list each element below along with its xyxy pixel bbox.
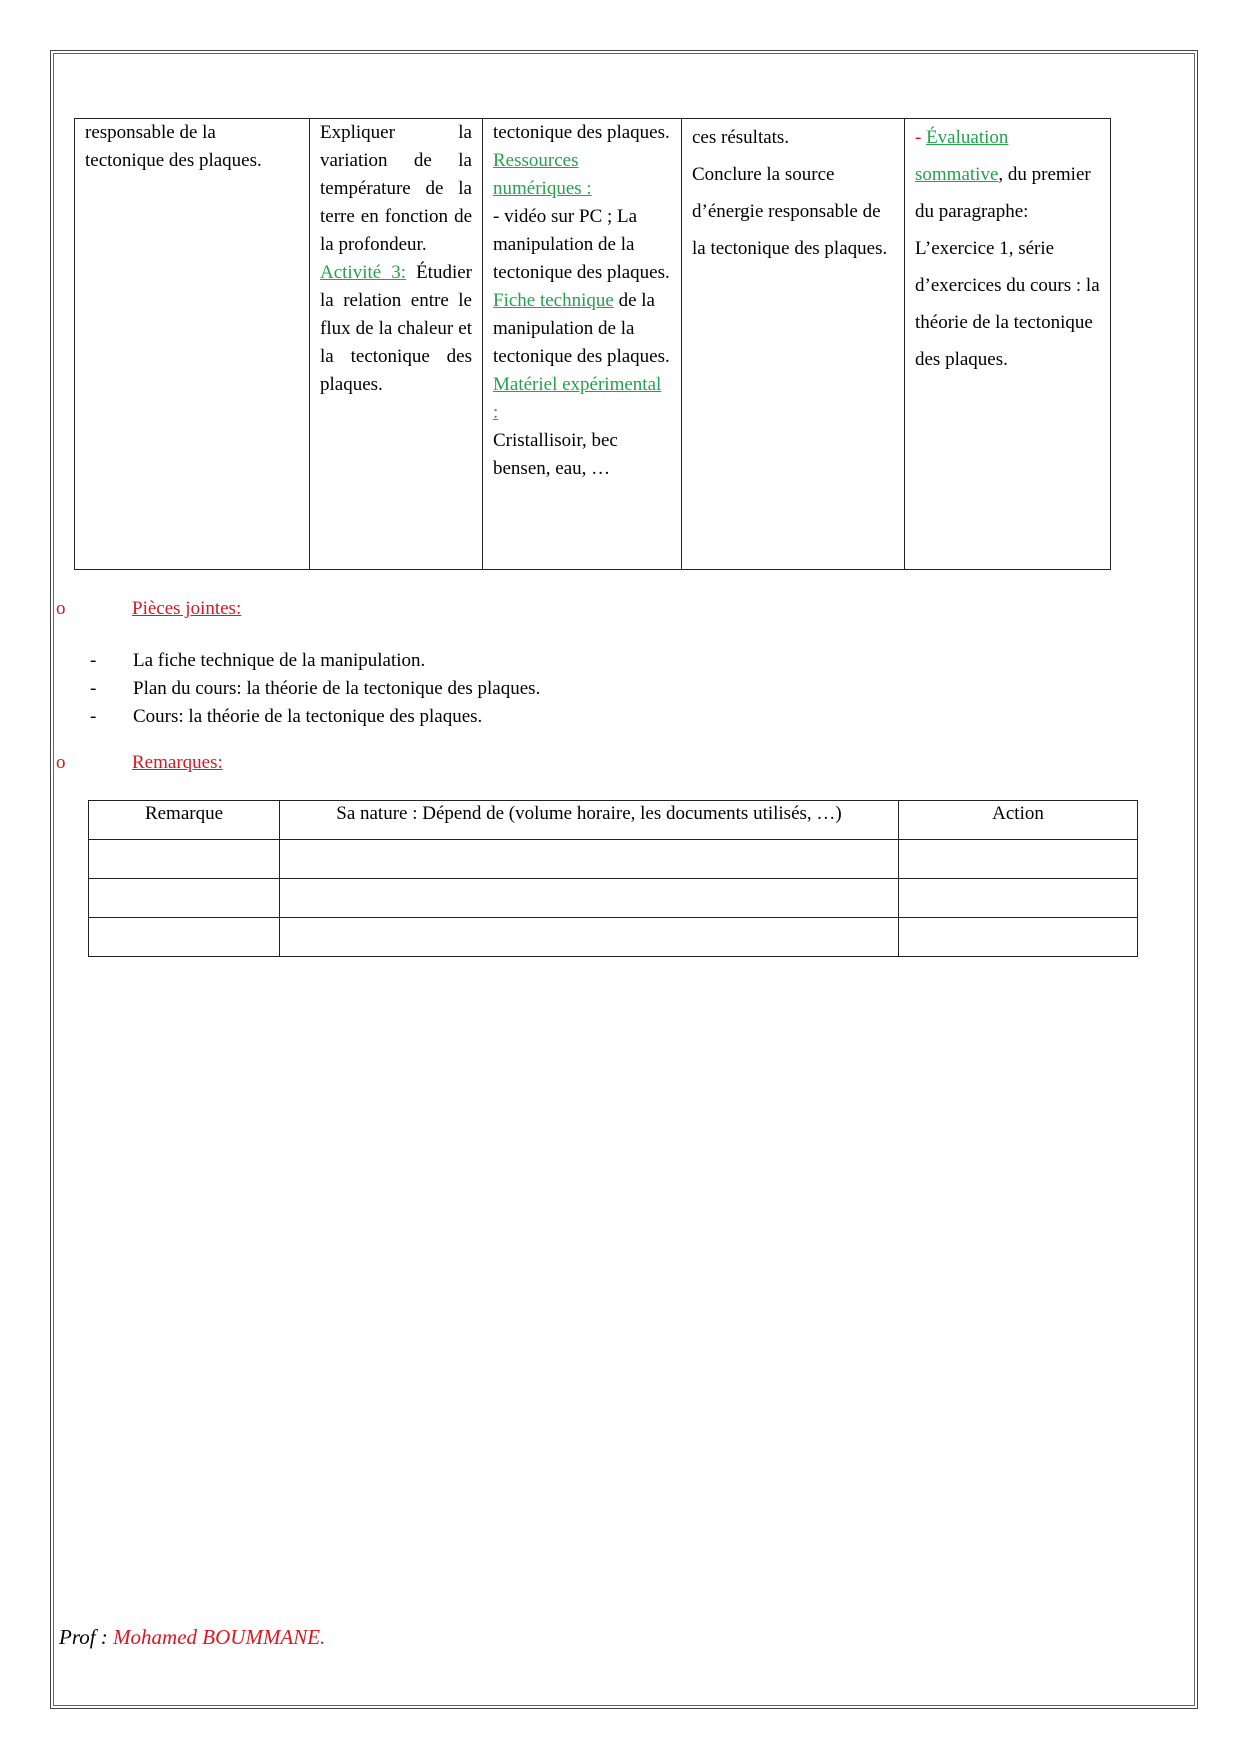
table-cell[interactable] [899,879,1138,918]
evaluation-sommative-link[interactable]: Évaluation sommative [915,127,1009,185]
table-row [89,840,1138,879]
list-item-text: Plan du cours: la théorie de la tectonique des plaques. [133,678,541,699]
dash-bullet-icon: - [90,706,97,727]
list-item [90,675,540,703]
activity-3-link[interactable]: Activité 3 [320,262,401,283]
author-signature [59,1625,325,1650]
conclusion-text: Conclure la source d’énergie responsable de la tectonique des plaques. [692,164,888,259]
table-cell[interactable] [899,840,1138,879]
activity-3-text: Étudier la relation entre le flux de la chaleur et la tectonique des plaques. [320,262,472,395]
results-text: ces résultats. [692,127,790,148]
pieces-jointes-list [90,647,540,731]
plan-cell-1-text: responsable de la tectonique des plaques. [85,122,262,171]
col-header-nature: Sa nature : Dépend de (volume horaire, les documents utilisés, …) [280,801,899,840]
table-cell[interactable] [899,918,1138,957]
list-item-text: Cours: la théorie de la tectonique des plaques. [133,706,483,727]
table-cell[interactable] [89,918,280,957]
table-cell[interactable] [280,840,899,879]
plan-cell-4 [682,119,905,570]
list-item [90,647,540,675]
remarques-table [88,800,1138,957]
remarques-heading [56,752,223,774]
materiel-experimental-text: Cristallisoir, bec bensen, eau, … [493,430,618,479]
plan-cell-3-text: tectonique des plaques. [493,122,670,143]
lesson-plan-table [74,118,1111,570]
list-item-text: La fiche technique de la manipulation. [133,650,426,671]
col-header-action: Action [899,801,1138,840]
table-cell[interactable] [89,840,280,879]
evaluation-dash: - [915,127,927,148]
circle-bullet-icon: o [56,598,66,619]
table-cell[interactable] [280,879,899,918]
dash-bullet-icon: - [90,650,97,671]
fiche-technique-text: de la manipulation de la tectonique des plaques. [493,290,670,367]
objective-text: Expliquer la variation de la température de la terre en fonction de la profondeur. [320,122,472,255]
author-name: Mohamed BOUMMANE. [113,1625,326,1649]
pieces-jointes-title: Pièces jointes: [132,598,242,619]
remarques-title: Remarques: [132,752,223,773]
table-row [89,879,1138,918]
circle-bullet-icon: o [56,752,66,773]
ressources-numeriques-label[interactable]: Ressources numériques : [493,150,592,199]
table-cell[interactable] [89,879,280,918]
col-header-remarque: Remarque [89,801,280,840]
ressources-numeriques-text: - vidéo sur PC ; La manipulation de la tectonique des plaques. [493,206,670,283]
plan-cell-2 [310,119,483,570]
pieces-jointes-heading [56,598,241,620]
table-cell[interactable] [280,918,899,957]
activity-3-colon: : [400,262,407,283]
dash-bullet-icon: - [90,678,97,699]
list-item [90,703,540,731]
evaluation-text: , du premier du paragraphe: L’exercice 1, série d’exercices du cours : la théorie de la tectonique des plaques. [915,164,1100,370]
table-header-row [89,801,1138,840]
materiel-experimental-label[interactable]: Matériel expérimental : [493,374,662,423]
table-row [89,918,1138,957]
fiche-technique-link[interactable]: Fiche technique [493,290,614,311]
plan-cell-3 [483,119,682,570]
plan-cell-1 [75,119,310,570]
plan-cell-5 [905,119,1111,570]
author-prefix: Prof : [59,1625,114,1649]
